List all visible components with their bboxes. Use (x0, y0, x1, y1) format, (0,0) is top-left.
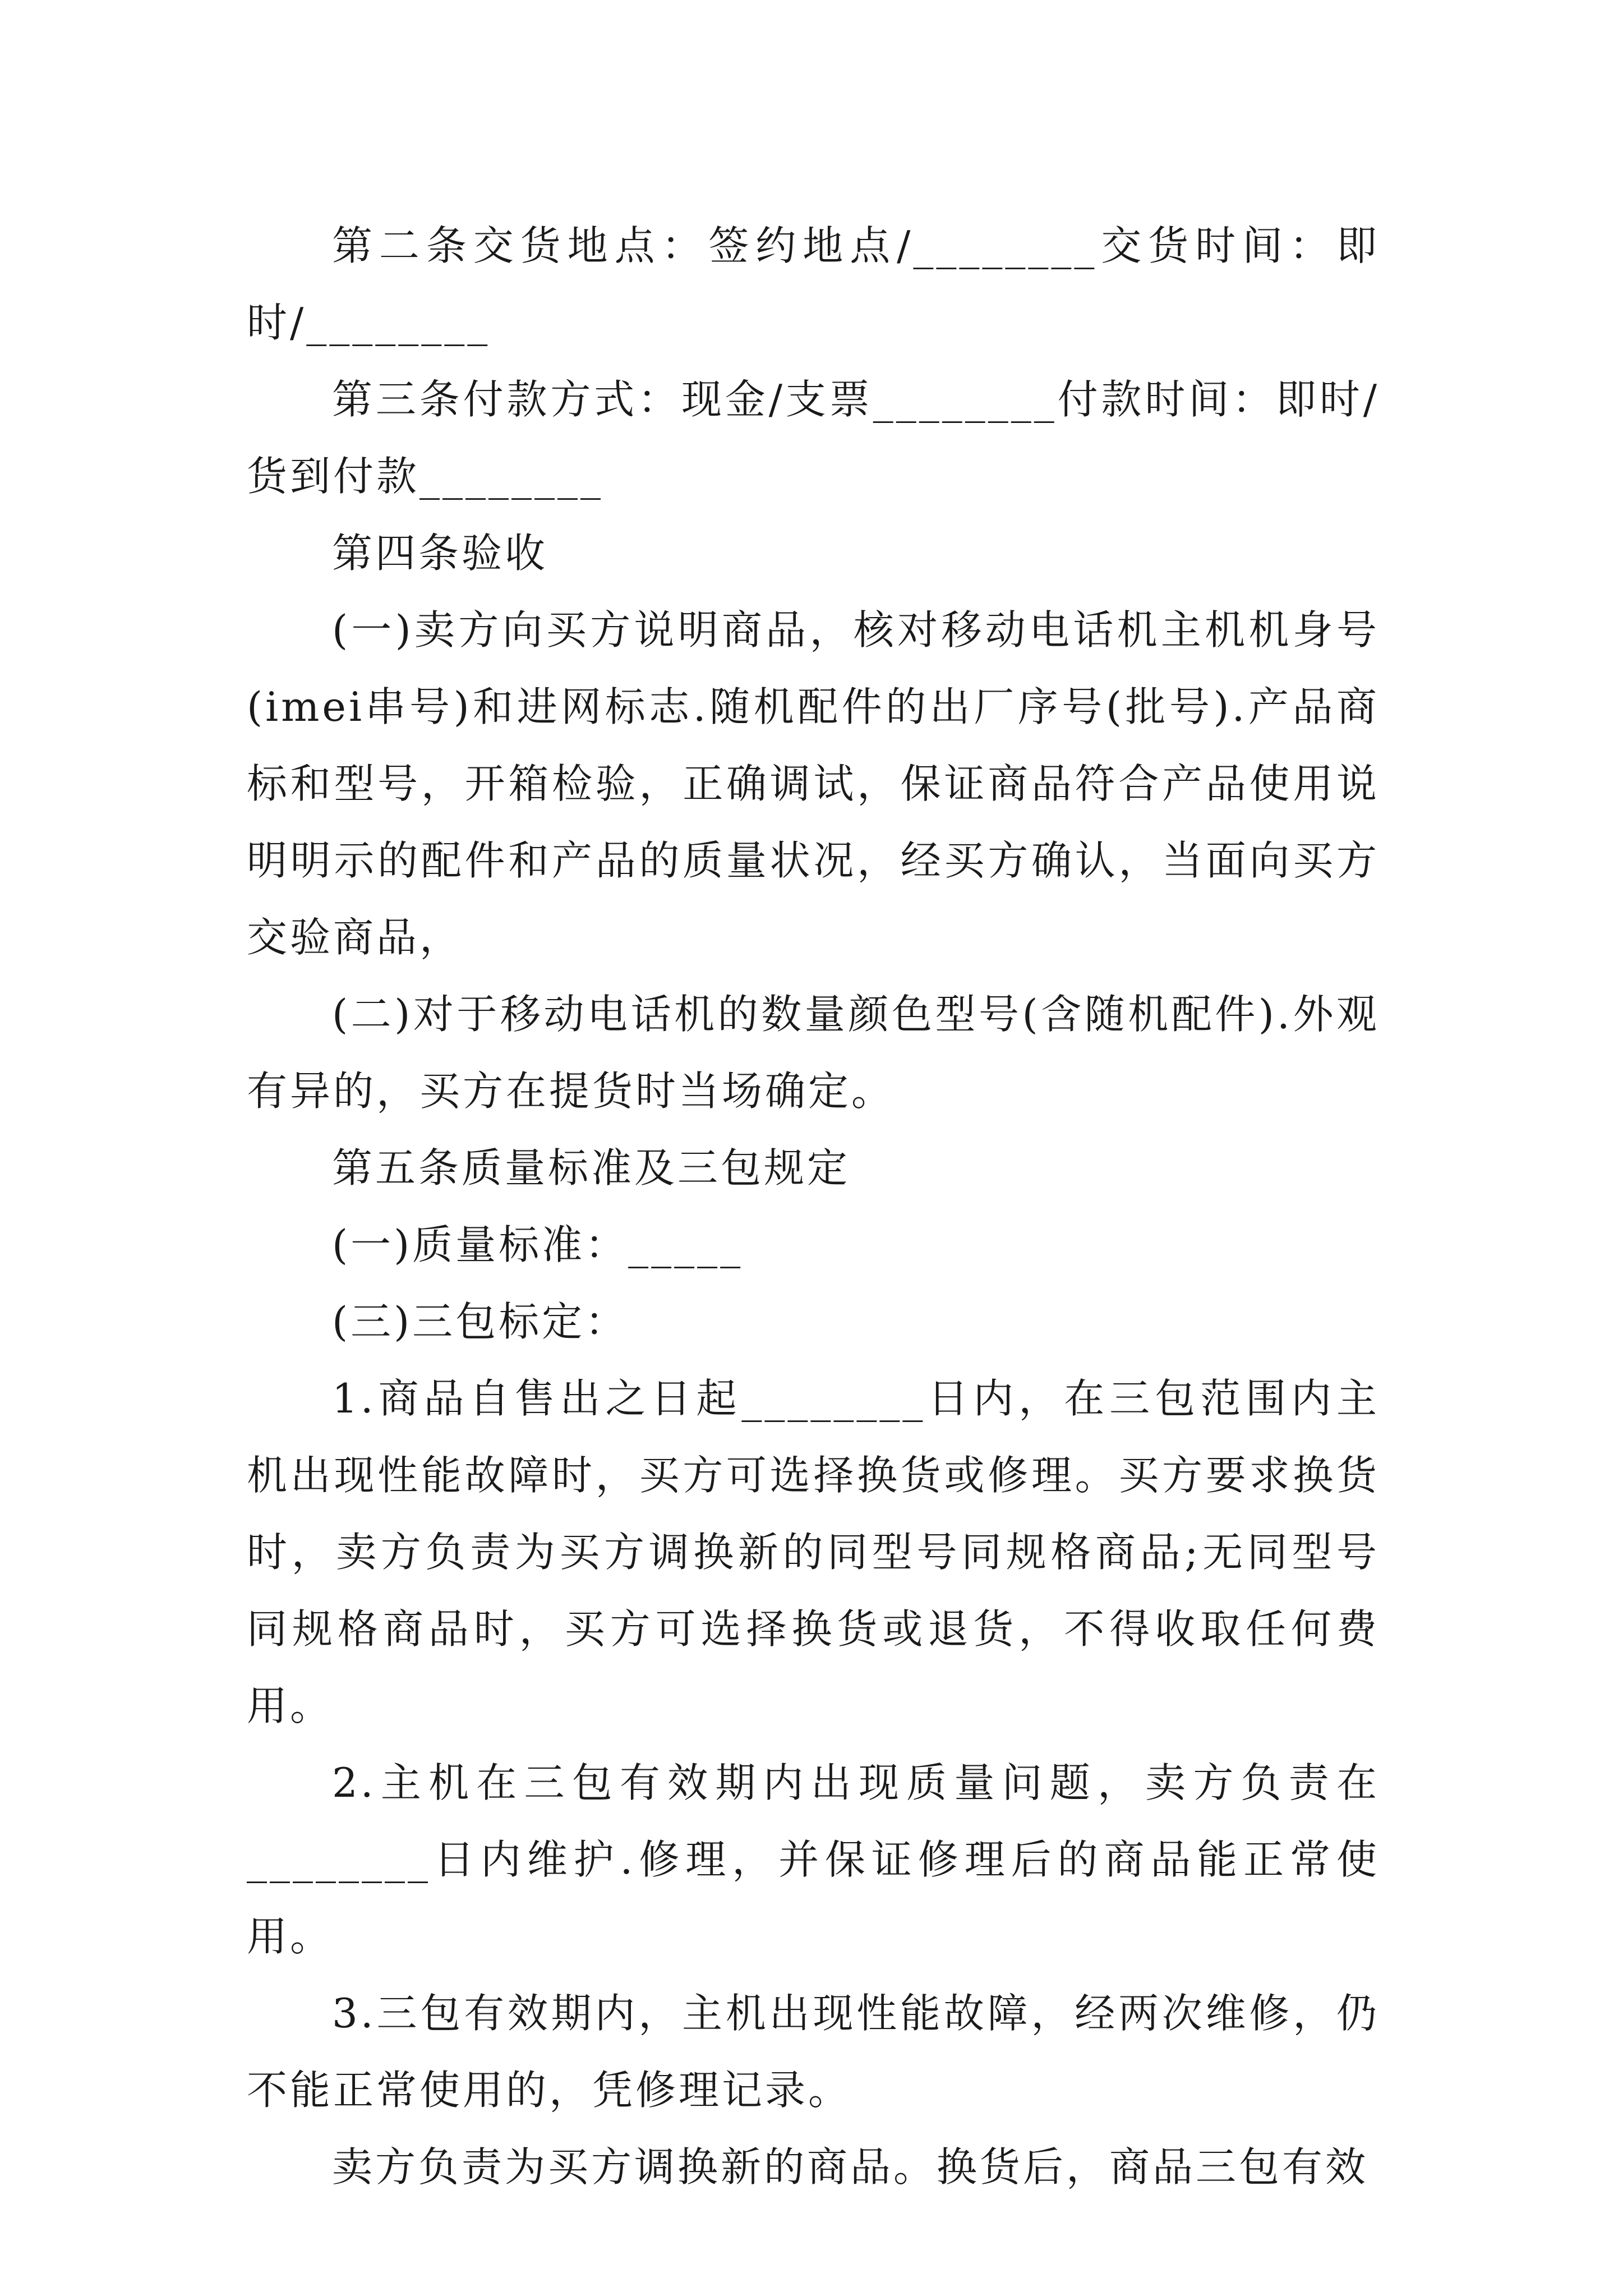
paragraph-exchange: 卖方负责为买方调换新的商品。换货后，商品三包有效 (332, 2143, 1369, 2191)
paragraph-inspection-1: (一)卖方向买方说明商品，核对移动电话机主机机身号(imei串号)和进网标志.随机配件的出厂序号(批号).产品商标和型号，开箱检验，正确调试，保证商品符合产品使用说明明示的配件和产品的质量状况，经买方确认，当面向买方交验商品， (247, 606, 1380, 961)
paragraph-warranty-2: 2.主机在三包有效期内出现质量问题，卖方负责在________日内维护.修理，并保证修理后的商品能正常使用。 (247, 1759, 1380, 1960)
contract-body (247, 208, 1380, 2206)
paragraph-warranty-heading: (三)三包标定： (332, 1298, 629, 1345)
paragraph-inspection-2: (二)对于移动电话机的数量颜色型号(含随机配件).外观有异的，买方在提货时当场确定。 (247, 991, 1380, 1115)
paragraph-warranty-1: 1.商品自售出之日起________日内，在三包范围内主机出现性能故障时，买方可选择换货或修理。买方要求换货时，卖方负责为买方调换新的同型号同规格商品;无同型号同规格商品时，买方可选择换货或退货，不得收取任何费用。 (247, 1375, 1380, 1729)
paragraph-delivery: 第二条交货地点：签约地点/________交货时间：即时/________ (247, 222, 1380, 346)
paragraph-warranty-3: 3.三包有效期内，主机出现性能故障，经两次维修，仍不能正常使用的，凭修理记录。 (247, 1990, 1380, 2114)
paragraph-quality-standard: (一)质量标准：_____ (332, 1221, 744, 1268)
paragraph-inspection-heading: 第四条验收 (332, 530, 548, 577)
paragraph-payment: 第三条付款方式：现金/支票________付款时间：即时/货到付款________ (247, 376, 1380, 500)
paragraph-quality-heading: 第五条质量标准及三包规定 (332, 1144, 851, 1191)
